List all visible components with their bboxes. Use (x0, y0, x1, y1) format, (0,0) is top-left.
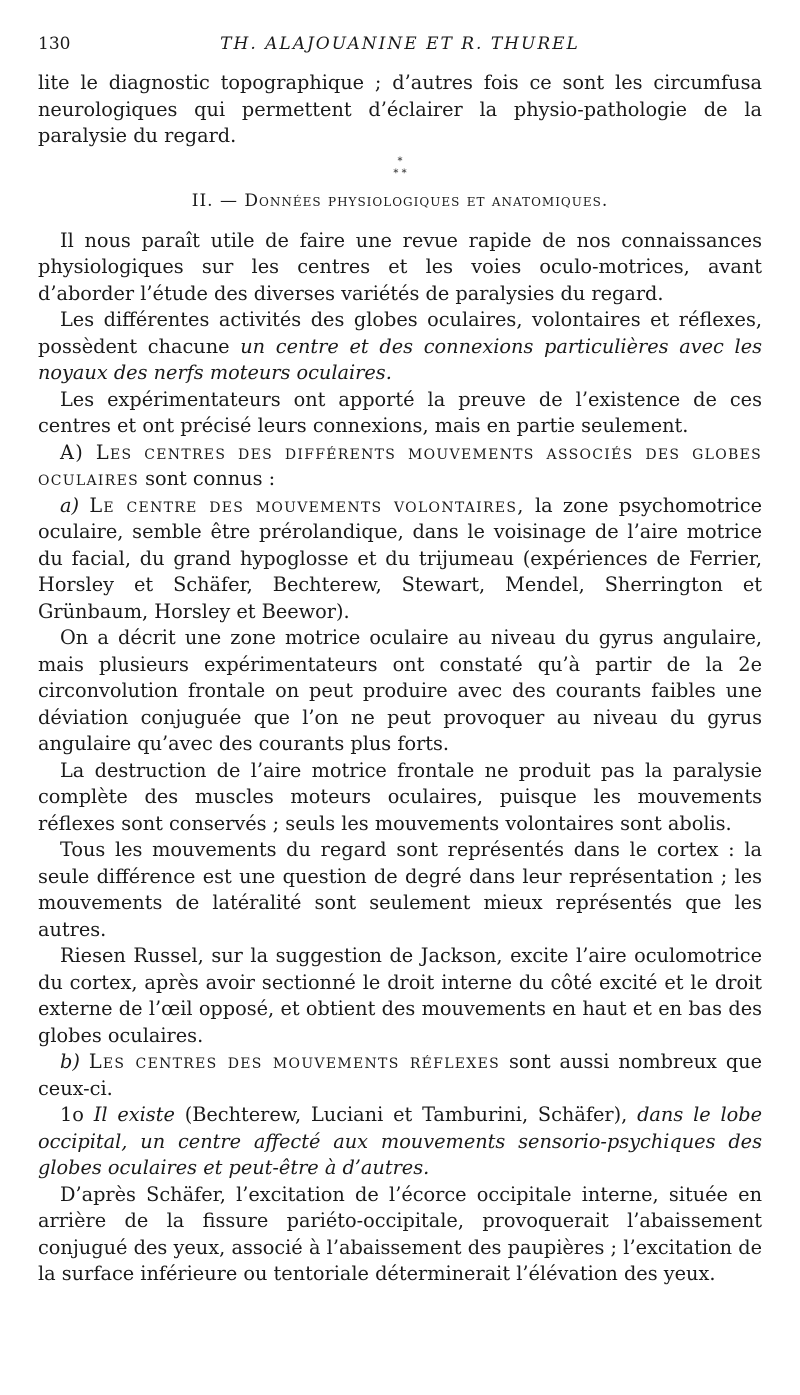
book-page (38, 30, 762, 1288)
paragraph: Les expérimentateurs ont apporté la preuve de l’existence de ces centres et ont précisé leurs connexions, mais en partie seulement. (38, 387, 762, 437)
paragraph: a) Le centre des mouvements volontaires, la zone psychomotrice oculaire, semble être prérolandique, dans le voisinage de l’aire motrice du facial, du grand hypoglosse et du trijumeau (expériences de Ferrier, Horsley et Schäfer, Bechterew, Stewart, Mendel, Sherrington et Grünbaum, Horsley et Beewor). (38, 493, 762, 623)
subsection-heading: Les centres des mouvements réflexes (88, 1050, 500, 1073)
paragraph: Tous les mouvements du regard sont représentés dans le cortex : la seule différence est une question de degré dans leur représentation ; les mouvements de latéralité sont seulement mieux représentés que les autres. (38, 838, 762, 941)
paragraph: Il nous paraît utile de faire une revue rapide de nos connaissances physiologiques sur les centres et les voies oculo-motrices, avant d’aborder l’étude des diverses variétés de paralysies du regard. (38, 228, 762, 305)
paragraph: On a décrit une zone motrice oculaire au niveau du gyrus angulaire, mais plusieurs expérimentateurs ont constaté qu’à partir de la 2e circonvolution frontale on peut produire avec des courants faibles une déviation conjuguée que l’on ne peut provoquer au niveau du gyrus angulaire qu’avec des courants plus forts. (38, 626, 762, 755)
page-number: 130 (38, 34, 71, 54)
subsection-label: A) Les centres des différents mouvements associés des globes oculaires (38, 440, 762, 490)
body-text (38, 70, 762, 1288)
paragraph: A) Les centres des différents mouvements associés des globes oculaires sont connus : (38, 440, 762, 490)
subsection-heading: Le centre des mouvements volontaires, (89, 493, 525, 517)
paragraph: lite le diagnostic topographique ; d’autres fois ce sont les circumfusa neurologiques qui permettent d’éclairer la physio-pathologie de la paralysie du regard. (38, 71, 762, 147)
paragraph: 1o Il existe (Bechterew, Luciani et Tamburini, Schäfer), dans le lobe occipital, un centre affecté aux mouvements sensorio-psychiques des globes oculaires et peut-être à d’autres. (38, 1103, 763, 1179)
running-title: TH. ALAJOUANINE ET R. THUREL (220, 34, 580, 54)
paragraph: Les différentes activités des globes oculaires, volontaires et réflexes, possèdent chacune un centre et des connexions particulières avec les noyaux des nerfs moteurs oculaires. (38, 308, 762, 384)
paragraph: La destruction de l’aire motrice frontale ne produit pas la paralysie complète des muscles moteurs oculaires, puisque les mouvements réflexes sont conservés ; seuls les mouvements volontaires sont abolis. (38, 758, 762, 835)
running-header (38, 30, 762, 70)
paragraph: Riesen Russel, sur la suggestion de Jackson, excite l’aire oculomotrice du cortex, après avoir sectionné le droit interne du côté excité et le droit externe de l’œil opposé, et obtient des mouvements en haut et en bas des globes oculaires. (38, 944, 762, 1047)
emphasis: dans le lobe occipital, un centre affecté aux mouvements sensorio-psychiques des globes oculaires et peut-être à d’autres. (38, 1103, 763, 1179)
paragraph: D’après Schäfer, l’excitation de l’écorce occipitale interne, située en arrière de la fissure pariéto-occipitale, provoquerait l’abaissement conjugué des yeux, associé à l’abaissement des paupières ; l’excitation de la surface inférieure ou tentoriale déterminerait l’élévation des yeux. (38, 1182, 762, 1285)
paragraph: b) Les centres des mouvements réflexes sont aussi nombreux que ceux-ci. (38, 1050, 763, 1100)
section-heading: II. — Données physiologiques et anatomiques. (191, 190, 609, 211)
section-separator: * * * (393, 155, 407, 179)
emphasis: un centre et des connexions particulières avec les noyaux des nerfs moteurs oculaires. (38, 334, 762, 384)
